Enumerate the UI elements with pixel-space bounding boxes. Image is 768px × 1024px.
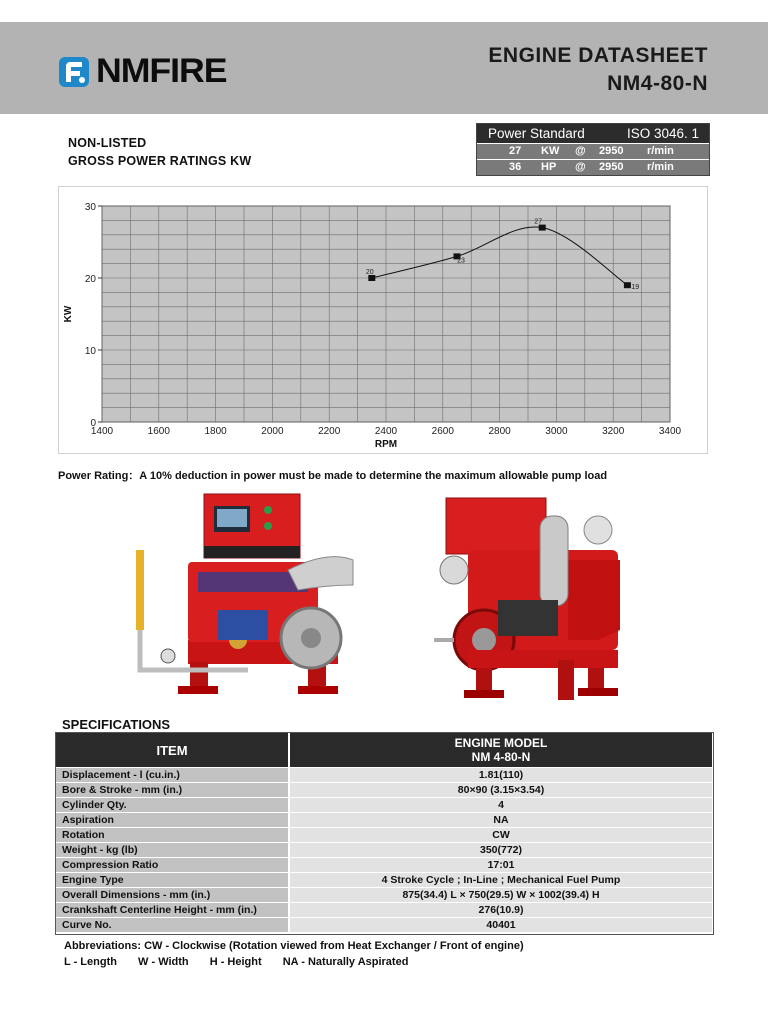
data-point	[624, 282, 631, 288]
rating-note	[68, 134, 251, 170]
col-header-engine-model-label: ENGINE MODEL	[454, 736, 548, 750]
x-tick-label: 2000	[261, 426, 284, 437]
spec-item: Compression Ratio	[56, 858, 289, 873]
spec-item: Bore & Stroke - mm (in.)	[56, 783, 289, 798]
y-tick-label: 10	[84, 346, 96, 357]
abbreviations-line2	[64, 954, 524, 970]
spec-item: Engine Type	[56, 873, 289, 888]
data-label: 27	[534, 218, 543, 226]
spec-item: Aspiration	[56, 813, 289, 828]
brand-logo	[58, 52, 227, 91]
rating-speed-unit: r/min	[647, 161, 674, 173]
power-rating-note: Power Rating：A 10% deduction in power must be made to determine the maximum allowable pump load	[58, 470, 608, 482]
document-title	[488, 42, 708, 98]
spec-value: 4 Stroke Cycle ; In-Line ; Mechanical Fuel Pump	[289, 873, 712, 888]
spec-item: Curve No.	[56, 918, 289, 933]
table-row	[56, 843, 712, 858]
spec-value: 350(772)	[289, 843, 712, 858]
rating-value: 36	[509, 161, 522, 173]
spec-item: Cylinder Qty.	[56, 798, 289, 813]
col-header-engine-model	[289, 733, 712, 768]
spec-value: 875(34.4) L × 750(29.5) W × 1002(39.4) H	[289, 888, 712, 903]
abbreviations	[64, 938, 524, 970]
spec-value: NA	[289, 813, 712, 828]
rating-unit: KW	[541, 145, 560, 157]
x-tick-label: 1600	[147, 426, 170, 437]
engine-rear-photo	[428, 490, 638, 710]
spec-item: Displacement - l (cu.in.)	[56, 768, 289, 783]
data-label: 23	[457, 257, 465, 265]
table-row	[56, 888, 712, 903]
power-standard-row-kw	[477, 143, 709, 159]
table-row	[56, 903, 712, 918]
spec-value: 4	[289, 798, 712, 813]
spec-value: CW	[289, 828, 712, 843]
table-row	[56, 918, 712, 933]
table-row	[56, 813, 712, 828]
x-tick-label: 3400	[658, 426, 682, 437]
table-row	[56, 798, 712, 813]
x-tick-label: 3200	[602, 426, 625, 437]
brand-name: NMFIRE	[96, 52, 227, 90]
rating-speed: 2950	[599, 145, 624, 157]
spec-item: Overall Dimensions - mm (in.)	[56, 888, 289, 903]
spec-value: 80×90 (3.15×3.54)	[289, 783, 712, 798]
table-row	[56, 783, 712, 798]
power-standard-value: ISO 3046. 1	[626, 126, 699, 141]
document-title-main: ENGINE DATASHEET	[488, 44, 708, 67]
table-row	[56, 873, 712, 888]
rating-note-line2: GROSS POWER RATINGS KW	[68, 154, 252, 168]
y-axis-label: KW	[63, 305, 74, 323]
table-row	[56, 768, 712, 783]
specifications-title: SPECIFICATIONS	[62, 717, 171, 732]
power-standard-box	[476, 123, 710, 176]
power-standard-row-hp	[477, 159, 709, 175]
power-curve-chart	[58, 186, 706, 452]
data-label: 20	[365, 269, 374, 276]
abbrev-height: H - Height	[209, 956, 262, 968]
brand-logo-icon	[58, 56, 90, 88]
rating-at: @	[575, 145, 586, 157]
power-standard-header	[477, 124, 709, 143]
spec-value: 17:01	[289, 858, 712, 873]
rating-speed-unit: r/min	[647, 145, 674, 157]
abbrev-na: NA - Naturally Aspirated	[282, 956, 409, 968]
x-tick-label: 3000	[545, 426, 568, 437]
x-tick-label: 1800	[204, 426, 227, 437]
spec-value: 1.81(110)	[289, 768, 712, 783]
rating-at: @	[575, 161, 586, 173]
x-tick-label: 2400	[374, 426, 398, 437]
power-standard-label: Power Standard	[488, 126, 585, 141]
engine-front-photo	[128, 490, 360, 706]
spec-table-header	[56, 733, 712, 768]
x-tick-label: 2600	[431, 426, 454, 437]
page-header	[0, 22, 768, 114]
rating-value: 27	[509, 145, 522, 157]
y-tick-label: 30	[84, 202, 96, 213]
document-model: NM4-80-N	[607, 72, 708, 95]
specifications-table	[56, 733, 712, 932]
x-tick-label: 2200	[318, 426, 341, 437]
spec-item: Weight - kg (lb)	[56, 843, 289, 858]
x-tick-label: 2800	[488, 426, 511, 437]
x-axis-label: RPM	[374, 439, 398, 450]
table-row	[56, 828, 712, 843]
spec-item: Rotation	[56, 828, 289, 843]
abbrev-length: L - Length	[64, 956, 117, 968]
spec-item: Crankshaft Centerline Height - mm (in.)	[56, 903, 289, 918]
spec-value: 40401	[289, 918, 712, 933]
col-header-engine-model-name: NM 4-80-N	[471, 750, 531, 764]
abbreviations-line1: Abbreviations: CW - Clockwise (Rotation viewed from Heat Exchanger / Front of engine)	[64, 940, 524, 952]
col-header-item: ITEM	[56, 733, 289, 768]
rating-unit: HP	[541, 161, 557, 173]
table-row	[56, 858, 712, 873]
y-tick-label: 0	[90, 418, 96, 429]
x-tick-label: 1400	[90, 426, 114, 437]
rating-speed: 2950	[599, 161, 624, 173]
rating-note-line1: NON-LISTED	[68, 136, 147, 150]
data-label: 19	[631, 284, 640, 292]
spec-value: 276(10.9)	[289, 903, 712, 918]
y-tick-label: 20	[84, 274, 96, 285]
abbrev-width: W - Width	[138, 956, 189, 968]
